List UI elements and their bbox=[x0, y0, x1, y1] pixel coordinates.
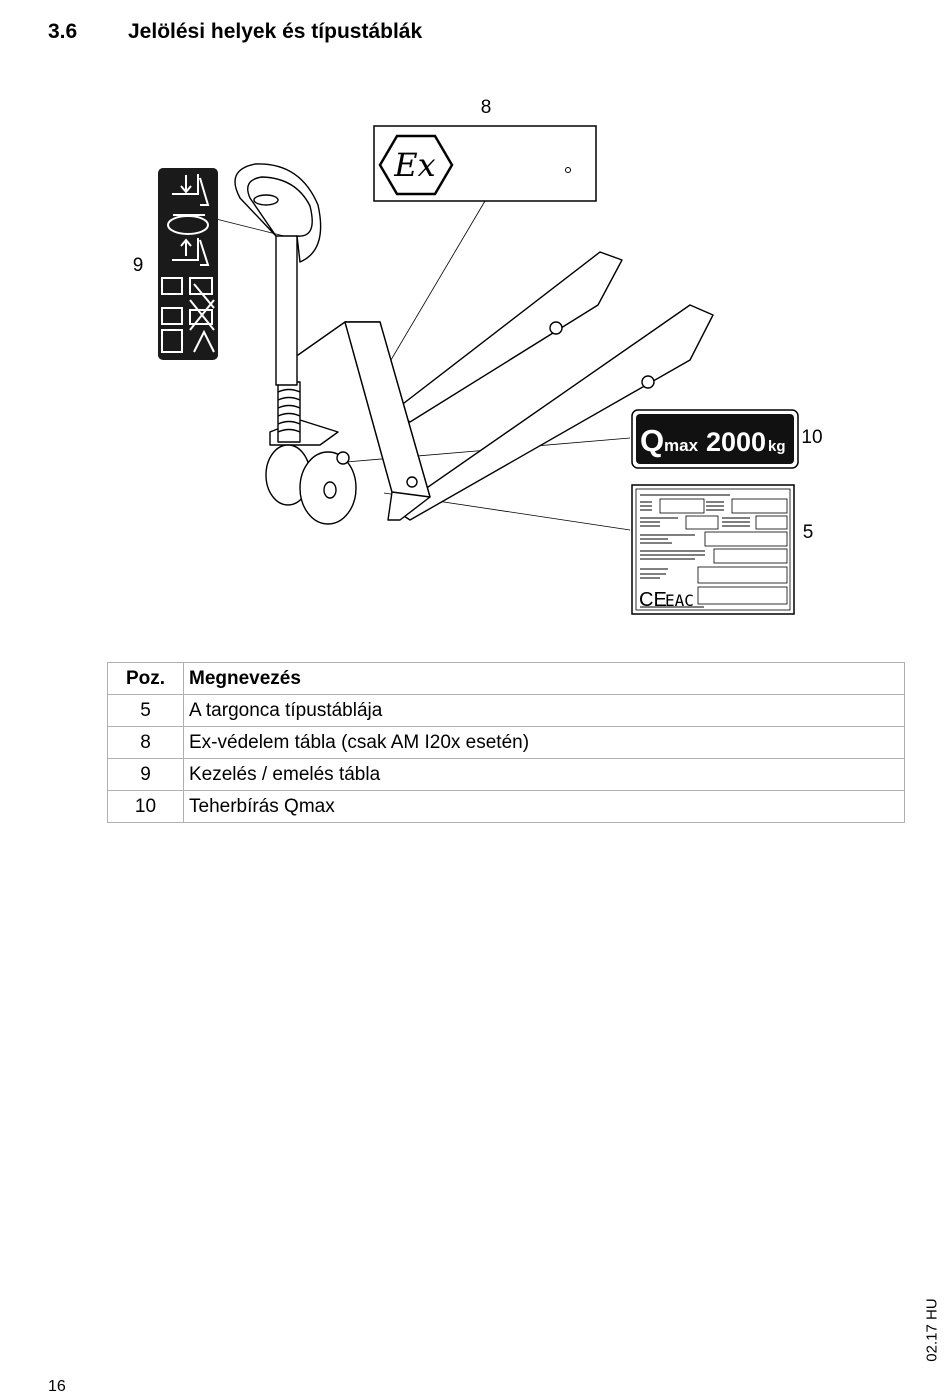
eac-mark: EAC bbox=[665, 591, 694, 610]
document-code: 02.17 HU bbox=[923, 1298, 941, 1362]
header-name: Megnevezés bbox=[184, 663, 905, 695]
row-name: Teherbírás Qmax bbox=[184, 791, 905, 823]
table-row bbox=[108, 727, 905, 759]
operating-lifting-plate bbox=[158, 168, 218, 360]
page-number: 16 bbox=[48, 1378, 66, 1395]
row-pos: 5 bbox=[108, 695, 184, 727]
header-pos: Poz. bbox=[108, 663, 184, 695]
callout-8: 8 bbox=[480, 97, 492, 118]
row-name: Ex-védelem tábla (csak AM I20x esetén) bbox=[184, 727, 905, 759]
pallet-truck-drawing bbox=[235, 164, 713, 524]
row-pos: 8 bbox=[108, 727, 184, 759]
pallet-truck-figure bbox=[0, 80, 950, 640]
row-pos: 9 bbox=[108, 759, 184, 791]
ex-symbol-icon: Ex bbox=[394, 146, 436, 184]
row-name: A targonca típustáblája bbox=[184, 695, 905, 727]
ce-mark: CE bbox=[639, 589, 667, 611]
capacity-label bbox=[632, 410, 798, 468]
row-name: Kezelés / emelés tábla bbox=[184, 759, 905, 791]
row-pos: 10 bbox=[108, 791, 184, 823]
callout-10: 10 bbox=[801, 427, 823, 448]
callout-9: 9 bbox=[132, 255, 144, 276]
table-row bbox=[108, 695, 905, 727]
callout-5: 5 bbox=[802, 522, 814, 543]
qmax-unit: kg bbox=[768, 438, 786, 455]
section-title: Jelölési helyek és típustáblák bbox=[128, 20, 423, 43]
legend-header-row bbox=[108, 663, 905, 695]
type-plate bbox=[632, 485, 794, 614]
qmax-q: Q bbox=[640, 423, 665, 458]
qmax-sub: max bbox=[664, 436, 699, 455]
legend-table bbox=[107, 662, 905, 823]
ex-protection-plate bbox=[374, 126, 596, 201]
table-row bbox=[108, 759, 905, 791]
table-row bbox=[108, 791, 905, 823]
qmax-value: 2000 bbox=[706, 427, 767, 457]
section-number: 3.6 bbox=[48, 20, 78, 43]
